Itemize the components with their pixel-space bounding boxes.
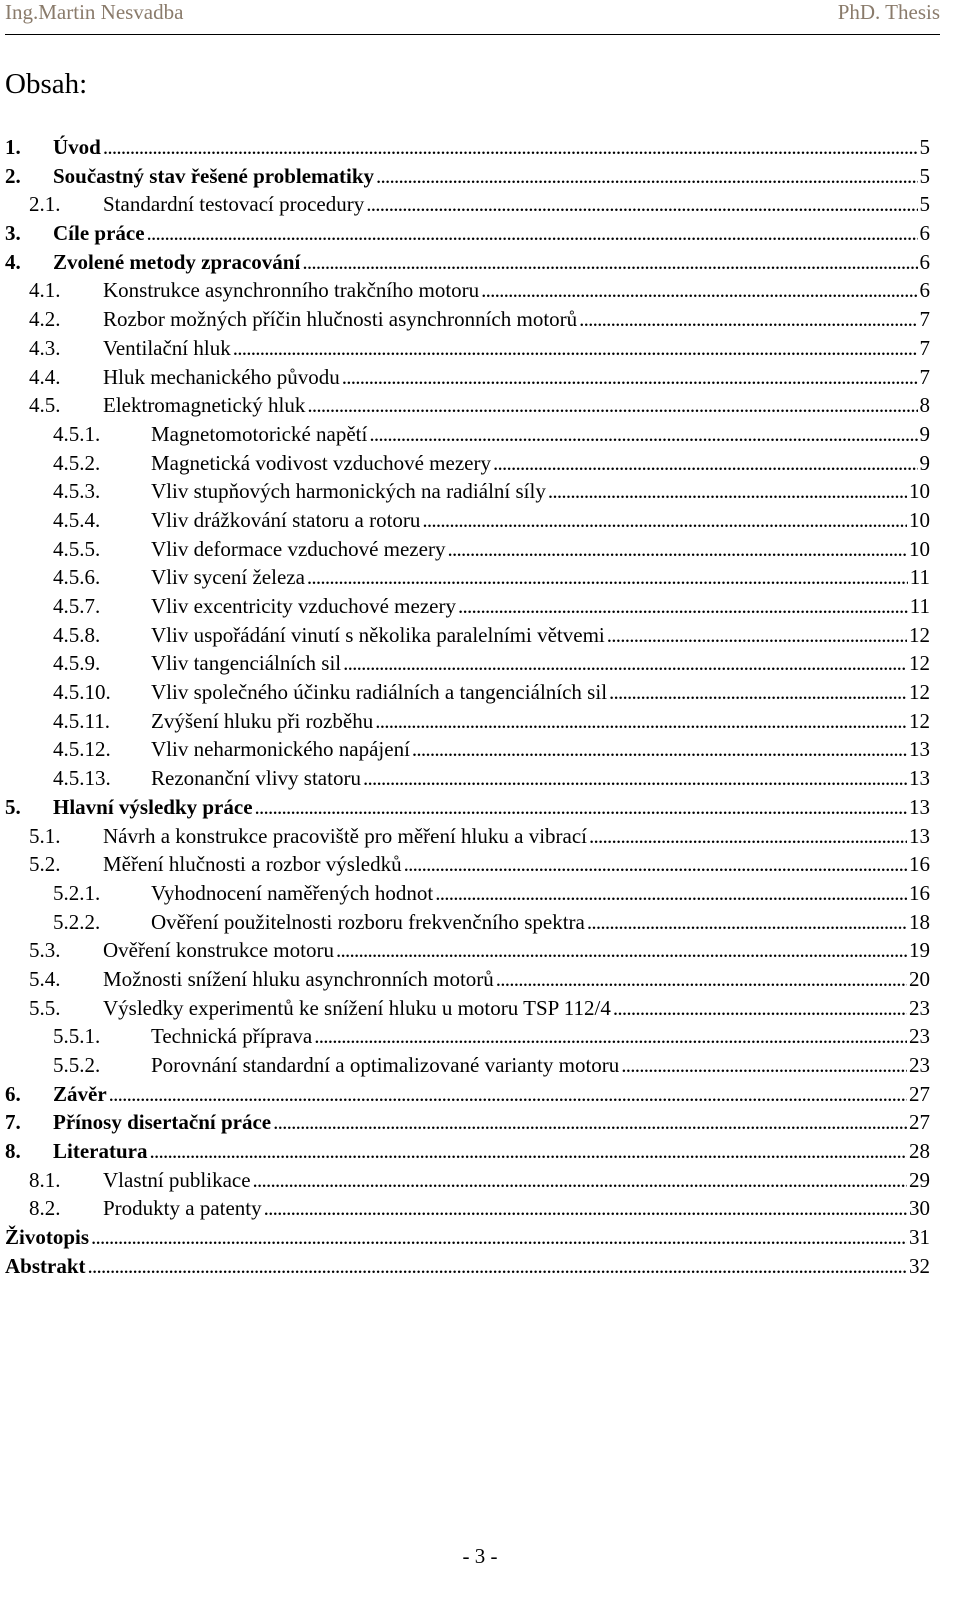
toc-entry-number: 4.4.	[29, 364, 61, 389]
toc-entry-title: Životopis	[5, 1225, 90, 1250]
toc-entry[interactable]	[5, 276, 930, 305]
toc-dot-leader	[589, 822, 907, 850]
toc-entry[interactable]	[5, 1108, 930, 1137]
toc-entry-number: 4.5.1.	[53, 421, 101, 446]
toc-entry[interactable]	[5, 936, 930, 965]
toc-entry-page: 13	[909, 766, 930, 791]
toc-entry-title: Vliv tangenciálních sil	[151, 651, 342, 676]
toc-entry[interactable]	[5, 592, 930, 621]
toc-entry[interactable]	[5, 1137, 930, 1166]
toc-entry-page: 6	[919, 249, 930, 274]
toc-entry-page: 8	[919, 393, 930, 418]
page-header	[5, 0, 940, 35]
toc-entry[interactable]	[5, 506, 930, 535]
toc-dot-leader	[607, 621, 907, 649]
toc-entry-page: 16	[909, 852, 930, 877]
toc-entry[interactable]	[5, 908, 930, 937]
toc-dot-leader	[336, 936, 907, 964]
toc-entry-page: 6	[919, 221, 930, 246]
toc-entry-page: 12	[909, 708, 930, 733]
toc-entry-page: 9	[919, 450, 930, 475]
toc-dot-leader	[255, 793, 907, 821]
toc-entry[interactable]	[5, 248, 930, 277]
toc-entry-number: 5.5.	[29, 995, 61, 1020]
toc-entry-number: 4.5.3.	[53, 479, 101, 504]
toc-entry[interactable]	[5, 649, 930, 678]
toc-dot-leader	[273, 1108, 907, 1136]
toc-entry-number: 7.	[5, 1110, 21, 1135]
toc-dot-leader	[496, 965, 907, 993]
toc-entry[interactable]	[5, 133, 930, 162]
toc-entry-number: 5.2.2.	[53, 909, 101, 934]
toc-entry[interactable]	[5, 621, 930, 650]
toc-entry-number: 5.2.	[29, 852, 61, 877]
toc-dot-leader	[447, 535, 907, 563]
toc-entry[interactable]	[5, 965, 930, 994]
toc-entry-number: 2.	[5, 163, 21, 188]
toc-entry-number: 4.5.4.	[53, 507, 101, 532]
toc-entry-page: 11	[909, 594, 930, 618]
toc-entry-title: Technická příprava	[151, 1024, 313, 1049]
toc-entry-title: Vliv společného účinku radiálních a tangenciálních sil	[151, 680, 608, 705]
toc-entry-page: 23	[909, 1053, 930, 1077]
toc-entry-page: 20	[909, 966, 930, 991]
toc-dot-leader	[343, 649, 907, 677]
toc-entry-title: Porovnání standardní a optimalizované varianty motoru	[151, 1053, 620, 1077]
toc-entry-page: 31	[909, 1225, 930, 1250]
toc-entry[interactable]	[5, 477, 930, 506]
toc-entry-number: 6.	[5, 1081, 21, 1106]
toc-dot-leader	[307, 391, 917, 419]
toc-dot-leader	[613, 994, 907, 1022]
toc-entry-number: 8.2.	[29, 1196, 61, 1221]
toc-dot-leader	[264, 1194, 907, 1222]
toc-dot-leader	[458, 592, 908, 620]
toc-dot-leader	[621, 1051, 907, 1079]
toc-entry-title: Přínosy disertační práce	[53, 1110, 272, 1135]
toc-entry-title: Produkty a patenty	[103, 1196, 262, 1221]
toc-entry-page: 7	[919, 307, 930, 332]
toc-entry-number: 4.5.2.	[53, 450, 101, 475]
toc-entry-page: 7	[919, 364, 930, 389]
toc-entry-page: 5	[919, 192, 930, 217]
toc-entry[interactable]	[5, 535, 930, 564]
toc-dot-leader	[422, 506, 907, 534]
toc-entry-number: 4.5.9.	[53, 651, 101, 676]
toc-entry-number: 4.	[5, 249, 21, 274]
toc-entry[interactable]	[5, 678, 930, 707]
toc-entry[interactable]	[5, 1252, 930, 1281]
toc-entry[interactable]	[5, 391, 930, 420]
toc-entry-page: 12	[909, 680, 930, 705]
toc-entry[interactable]	[5, 994, 930, 1023]
toc-entry[interactable]	[5, 735, 930, 764]
toc-entry[interactable]	[5, 334, 930, 363]
toc-entry-title: Vliv uspořádání vinutí s několika paralelními větvemi	[151, 622, 605, 647]
toc-dot-leader	[149, 1137, 907, 1165]
toc-entry-title: Rezonanční vlivy statoru	[151, 766, 361, 791]
toc-dot-leader	[307, 563, 908, 591]
toc-dot-leader	[314, 1022, 907, 1050]
toc-dot-leader	[404, 850, 907, 878]
toc-entry[interactable]	[5, 1166, 930, 1195]
toc-entry-page: 12	[909, 651, 930, 676]
toc-entry-number: 5.1.	[29, 823, 61, 848]
page-number: - 3 -	[462, 1544, 498, 1568]
toc-entry-title: Konstrukce asynchronního trakčního motoru	[103, 278, 480, 303]
toc-entry-number: 4.3.	[29, 335, 61, 360]
header-doc-type: PhD. Thesis	[837, 0, 940, 24]
toc-entry-page: 12	[909, 622, 930, 647]
toc-dot-leader	[103, 133, 918, 161]
toc-dot-leader	[88, 1252, 907, 1280]
toc-entry-page: 13	[909, 737, 930, 762]
toc-entry-page: 23	[909, 1024, 930, 1049]
toc-entry-title: Vliv sycení železa	[151, 565, 305, 590]
toc-entry-title: Vlastní publikace	[103, 1167, 251, 1192]
toc-entry-title: Vliv neharmonického napájení	[151, 737, 410, 762]
toc-entry-page: 10	[909, 479, 930, 504]
toc-entry-title: Vliv drážkování statoru a rotoru	[151, 507, 421, 532]
toc-entry-number: 5.5.1.	[53, 1024, 101, 1049]
toc-entry-title: Hlavní výsledky práce	[53, 794, 253, 819]
toc-entry-number: 5.4.	[29, 966, 61, 991]
toc-entry-page: 11	[909, 565, 930, 590]
toc-entry-page: 23	[909, 995, 930, 1020]
toc-entry-number: 4.5.6.	[53, 565, 101, 590]
toc-entry-page: 7	[919, 335, 930, 360]
toc-entry-page: 28	[909, 1139, 930, 1164]
toc-entry-page: 19	[909, 938, 930, 963]
toc-entry-page: 9	[919, 421, 930, 446]
toc-entry-number: 4.2.	[29, 307, 61, 332]
toc-entry-page: 32	[909, 1253, 930, 1278]
toc-entry-number: 4.1.	[29, 278, 61, 303]
toc-entry-number: 4.5.5.	[53, 536, 101, 561]
toc-dot-leader	[369, 420, 917, 448]
toc-dot-leader	[587, 908, 907, 936]
toc-entry-number: 2.1.	[29, 192, 61, 217]
toc-entry-title: Výsledky experimentů ke snížení hluku u motoru TSP 112/4	[103, 995, 611, 1020]
toc-dot-leader	[302, 248, 917, 276]
toc-entry-number: 4.5.12.	[53, 737, 111, 762]
toc-entry[interactable]	[5, 1051, 930, 1080]
toc-dot-leader	[253, 1166, 907, 1194]
toc-entry-title: Standardní testovací procedury	[103, 192, 365, 217]
toc-entry-page: 5	[919, 135, 930, 159]
toc-entry-number: 4.5.	[29, 393, 61, 418]
toc-entry-number: 4.5.11.	[53, 708, 110, 733]
toc-entry-page: 13	[909, 823, 930, 848]
toc-entry[interactable]	[5, 420, 930, 449]
toc-dot-leader	[366, 190, 917, 218]
toc-entry[interactable]	[5, 1194, 930, 1223]
toc-entry-title: Magnetická vodivost vzduchové mezery	[151, 450, 491, 475]
toc-entry-page: 27	[909, 1081, 930, 1106]
toc-entry-title: Návrh a konstrukce pracoviště pro měření hluku a vibrací	[103, 823, 587, 848]
toc-entry-title: Abstrakt	[5, 1253, 86, 1278]
toc-entry-title: Magnetomotorické napětí	[151, 421, 368, 446]
toc-entry-title: Vliv stupňových harmonických na radiální síly	[151, 479, 546, 504]
toc-entry[interactable]	[5, 363, 930, 392]
toc-dot-leader	[579, 305, 917, 333]
toc-dot-leader	[548, 477, 907, 505]
toc-entry[interactable]	[5, 449, 930, 478]
toc-entry-number: 5.5.2.	[53, 1053, 101, 1077]
table-of-contents	[5, 133, 930, 1281]
toc-entry-title: Součastný stav řešené problematiky	[53, 163, 375, 188]
toc-entry[interactable]	[5, 879, 930, 908]
toc-entry[interactable]	[5, 190, 930, 219]
toc-dot-leader	[147, 219, 918, 247]
toc-entry-page: 6	[919, 278, 930, 303]
toc-entry[interactable]	[5, 764, 930, 793]
toc-entry-title: Závěr	[53, 1081, 107, 1106]
toc-entry-number: 4.5.13.	[53, 766, 111, 791]
toc-entry-page: 16	[909, 880, 930, 905]
toc-entry-page: 29	[909, 1167, 930, 1192]
toc-entry-page: 5	[919, 163, 930, 188]
toc-entry-page: 27	[909, 1110, 930, 1135]
toc-dot-leader	[481, 276, 917, 304]
toc-entry-title: Rozbor možných příčin hlučnosti asynchronních motorů	[103, 307, 578, 332]
toc-entry[interactable]	[5, 1080, 930, 1109]
toc-entry[interactable]	[5, 162, 930, 191]
toc-dot-leader	[375, 707, 907, 735]
toc-entry-title: Cíle práce	[53, 221, 145, 246]
toc-entry-title: Ventilační hluk	[103, 335, 231, 360]
toc-entry[interactable]	[5, 707, 930, 736]
toc-entry[interactable]	[5, 822, 930, 851]
toc-entry-title: Zvýšení hluku při rozběhu	[151, 708, 374, 733]
toc-entry-page: 30	[909, 1196, 930, 1221]
header-author: Ing.Martin Nesvadba	[5, 0, 184, 24]
toc-entry-title: Vyhodnocení naměřených hodnot	[151, 880, 434, 905]
toc-entry-number: 4.5.8.	[53, 622, 101, 647]
toc-entry[interactable]	[5, 305, 930, 334]
toc-entry-title: Hluk mechanického původu	[103, 364, 340, 389]
toc-dot-leader	[493, 449, 918, 477]
toc-entry-number: 4.5.10.	[53, 680, 111, 705]
toc-dot-leader	[435, 879, 907, 907]
toc-entry-page: 18	[909, 909, 930, 934]
toc-entry-title: Vliv deformace vzduchové mezery	[151, 536, 446, 561]
toc-dot-leader	[342, 363, 918, 391]
toc-entry-number: 1.	[5, 135, 21, 159]
toc-entry-title: Měření hlučnosti a rozbor výsledků	[103, 852, 402, 877]
toc-dot-leader	[376, 162, 917, 190]
toc-entry-number: 5.3.	[29, 938, 61, 963]
toc-entry-page: 10	[909, 507, 930, 532]
toc-entry-number: 8.1.	[29, 1167, 61, 1192]
toc-entry[interactable]	[5, 850, 930, 879]
toc-entry[interactable]	[5, 1223, 930, 1252]
toc-dot-leader	[363, 764, 907, 792]
toc-entry-number: 5.2.1.	[53, 880, 101, 905]
toc-dot-leader	[609, 678, 907, 706]
toc-entry-title: Možnosti snížení hluku asynchronních motorů	[103, 966, 494, 991]
toc-entry-page: 10	[909, 536, 930, 561]
toc-entry-number: 3.	[5, 221, 21, 246]
toc-entry-number: 5.	[5, 794, 21, 819]
toc-dot-leader	[412, 735, 907, 763]
toc-entry-title: Elektromagnetický hluk	[103, 393, 306, 418]
toc-dot-leader	[233, 334, 918, 362]
toc-entry-page: 13	[909, 794, 930, 819]
toc-entry-title: Ověření konstrukce motoru	[103, 938, 334, 963]
toc-entry[interactable]	[5, 563, 930, 592]
toc-entry-title: Literatura	[53, 1139, 148, 1164]
toc-entry-title: Úvod	[53, 135, 101, 159]
toc-entry[interactable]	[5, 793, 930, 822]
toc-entry-number: 8.	[5, 1139, 21, 1164]
toc-entry-title: Zvolené metody zpracování	[53, 249, 301, 274]
toc-entry[interactable]	[5, 219, 930, 248]
toc-entry-number: 4.5.7.	[53, 594, 101, 618]
toc-dot-leader	[91, 1223, 907, 1251]
toc-entry-title: Ověření použitelnosti rozboru frekvenčního spektra	[151, 909, 585, 934]
toc-title: Obsah:	[5, 68, 88, 100]
toc-entry[interactable]	[5, 1022, 930, 1051]
toc-entry-title: Vliv excentricity vzduchové mezery	[151, 594, 456, 618]
toc-dot-leader	[109, 1080, 907, 1108]
